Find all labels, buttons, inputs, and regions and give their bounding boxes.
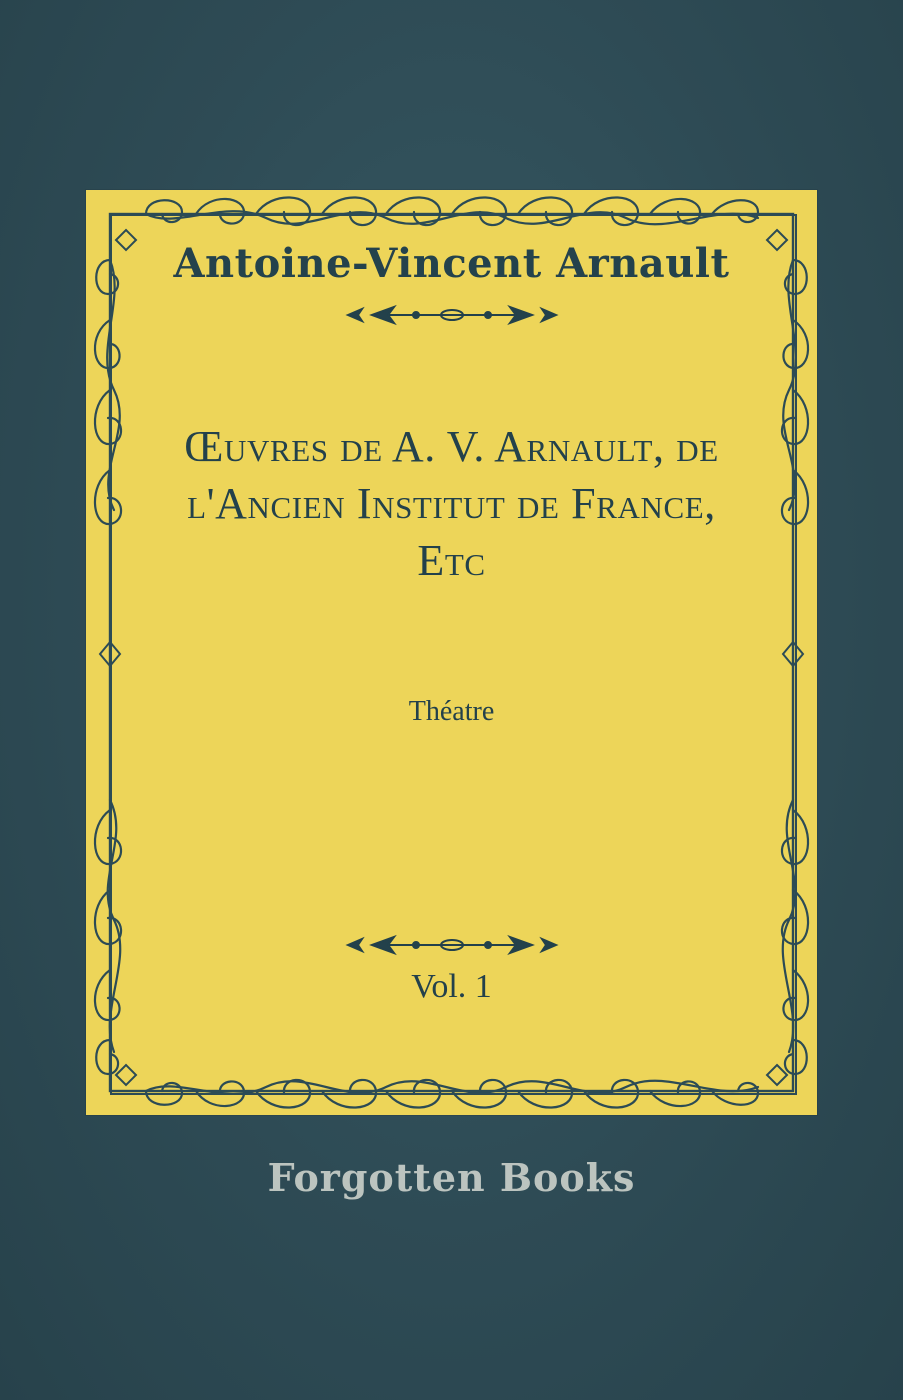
book-title: Œuvres de A. V. Arnault, de l'Ancien Institut de France, Etc xyxy=(184,422,719,585)
author-name: Antoine-Vincent Arnault xyxy=(173,240,730,287)
book-subtitle: Théatre xyxy=(408,696,495,727)
ornamental-divider-bottom-icon xyxy=(332,932,572,958)
volume-label: Vol. 1 xyxy=(411,968,492,1005)
ornamental-divider-top-icon xyxy=(332,302,572,328)
publisher-logo: Forgotten Books xyxy=(267,1155,636,1200)
